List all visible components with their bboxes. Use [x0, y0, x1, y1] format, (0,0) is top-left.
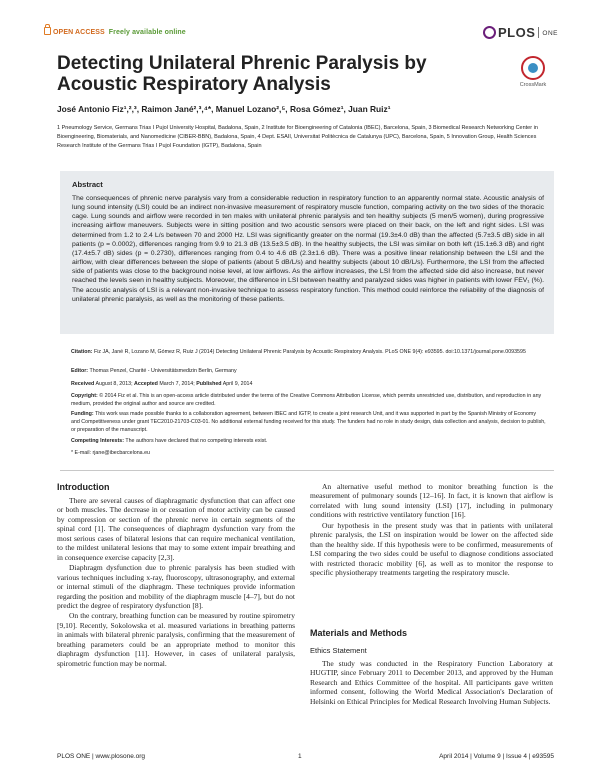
methods-heading: Materials and Methods — [310, 628, 408, 638]
open-lock-icon — [44, 27, 51, 35]
ethics-column — [310, 659, 553, 706]
crossmark-label: CrossMark — [519, 82, 547, 88]
right-paragraph-2: Our hypothesis in the present study was that in patients with unilateral phrenic paralysis, the LSI on inspiration would be lower on the affected side than the healthy side. If this hypothesis were to be confirmed, measurements of LSI comparing the two sides could be useful to diagnose conditions associated with restricted thoracic mobility [6], as well as to monitor the response to specific physiotherapy treatments targeting the respiratory muscle. — [310, 520, 553, 578]
copyright-text: © 2014 Fiz et al. This is an open-access article distributed under the terms of the Creative Commons Attribution License, which permits unrestricted use, distribution, and reproduction in any medium, provided the original author and source are credited. — [71, 393, 542, 408]
left-column — [57, 496, 295, 668]
affiliations: 1 Pneumology Service, Germans Trias I Pujol University Hospital, Badalona, Spain, 2 Institute for Bioengineering of Catalonia (IBEC), Barcelona, Spain, 3 Biomedical Research Networking Center in Bioengineering, Biomaterials, and Nanomedicine (CIBER-BBN), Badalona, Spain, 4 Dept. ESAII, Universitat Politècnica de Catalunya (UPC), Barcelona, Spain, 5 Innovation Group, Health Sciences Research Institute of the Germans Trias I Pujol Foundation (IGTP), Badalona, Spain — [57, 125, 538, 149]
copyright-line — [71, 392, 546, 408]
received-date: August 8, 2013; — [95, 381, 133, 387]
footer-page-number: 1 — [298, 753, 302, 760]
journal-logo — [483, 24, 558, 42]
open-access-label: OPEN ACCESS — [53, 29, 105, 36]
editor-line — [71, 367, 546, 375]
introduction-heading: Introduction — [57, 482, 110, 492]
editor-label: Editor: — [71, 368, 89, 374]
intro-paragraph-3: On the contrary, breathing function can be measured by routine spirometry [9,10]. Recently, Sokolowska et al. measured variations in breathing patterns in animals with bilateral phrenic paralysis, confirming that the measurement of breathing parameters could be an appropriate method to monitor this diaphragm dysfunction [11]. However, in cases of unilateral paralysis, spirometric function may be normal. — [57, 611, 295, 668]
article-title: Detecting Unilateral Phrenic Paralysis by Acoustic Respiratory Analysis — [57, 53, 427, 95]
published-date: April 9, 2014 — [222, 381, 253, 387]
logo-divider — [538, 27, 539, 38]
published-label: Published — [196, 381, 222, 387]
editor-text: Thomas Penzel, Charité - Universitätsmedizin Berlin, Germany — [89, 368, 237, 374]
crossmark-icon — [521, 56, 545, 80]
abstract-box — [60, 171, 554, 334]
footer-issue: April 2014 | Volume 9 | Issue 4 | e93595 — [439, 753, 554, 760]
copyright-label: Copyright: — [71, 393, 98, 399]
ethics-paragraph: The study was conducted in the Respiratory Function Laboratory at HUGTIP, since February 2011 to December 2013, and approved by the Human Research and Ethics Committee of the hospital. All participants gave written informed consent, following the World Medical Association's Declaration of Helsinki on Ethical Principles for Medical Research Involving Human Subjects. — [310, 659, 553, 706]
abstract-heading: Abstract — [72, 180, 103, 189]
intro-paragraph-1: There are several causes of diaphragmatic dysfunction that can affect one or both muscles. The decrease in or cessation of motor activity can be caused by compression or section of the phrenic nerve in certain segments of the spinal cord [1]. The consequences of diaphragm dysfunction vary from the most serious cases of bilateral lesions that can require mechanical ventilation, to the mildest unilateral lesions that may to some extent impair breathing and in consequence exercise capacity [2,3]. — [57, 496, 295, 562]
citation-line — [71, 348, 546, 356]
citation-text: Fiz JA, Jané R, Lozano M, Gómez R, Ruiz J (2014) Detecting Unilateral Phrenic Paralysis by Acoustic Respiratory Analysis. PLoS ONE 9(4): e93595. doi:10.1371/journal.pone.0093595 — [93, 349, 526, 355]
section-divider — [60, 470, 554, 471]
intro-paragraph-2: Diaphragm dysfunction due to phrenic paralysis has been studied with various techniques including x-ray, fluoroscopy, ultrasonography, and external or internal stimuli of the diaphragm. These techniques provide information regarding the position and mobility of the diaphragm muscle [4–7], but do not predict the degree of respiratory dysfunction [8]. — [57, 563, 295, 610]
competing-interests-line — [71, 437, 546, 445]
accepted-date: March 7, 2014; — [159, 381, 195, 387]
footer-journal: PLOS ONE | www.plosone.org — [57, 753, 146, 760]
open-access-banner — [44, 27, 186, 36]
right-column — [310, 482, 553, 578]
abstract-text: The consequences of phrenic nerve paralysis vary from a considerable reduction in respiratory function to an apparently normal state. Acoustic analysis of lung sound intensity (LSI) could be an indirect non-invasive measurement of respiratory muscle function, comparing activity on the two sides of the thoracic cage. Lung sounds and airflow were recorded in ten males with unilateral phrenic paralysis and ten healthy subjects (5 men/5 women), during progressive increasing airflow maneuvers. Subjects were in sitting position and two acoustic sensors were placed on their back, on the left and right sides. LSI was determined from 1.2 to 2.4 L/s between 70 and 2000 Hz. LSI was significantly greater on the normal (19.3±4.0 dB) than the affected (5.7±3.5 dB) side in all patients (p = 0.0002), differences ranging from 9.9 to 21.3 dB (13.5±3.5 dB). In the healthy subjects, the LSI was similar on both left (15.1±6.3 dB) and right (17.4±5.7 dB) sides (p = 0.2730), differences ranging from 0.4 to 4.6 dB (2.3±1.6 dB). There was a positive linear relationship between the LSI and the airflow, with clear differences between the slope of patients (about 5 dB/L/s) and healthy subjects (about 10 dB/L/s). Furthermore, the LSI from the affected side of patients was close to the background noise level, at low airflows. As the airflow increases, the LSI from the affected side did also increase, but never reached the levels seen in healthy subjects. Moreover, the difference in LSI between healthy and paralyzed sides was higher in patients with lower FEV₁ (%). The acoustic analysis of LSI is a relevant non-invasive technique to assess respiratory function. This method could reinforce the reliability of the diagnosis of unilateral phrenic paralysis, as well as the monitoring of these patients. — [72, 195, 544, 303]
author-list: José Antonio Fiz¹,²,³, Raimon Jané²,³,⁴*, Manuel Lozano²,⁵, Rosa Gómez¹, Juan Ruiz¹ — [57, 104, 391, 114]
funding-text: This work was made possible thanks to a collaboration agreement, between IBEC and IGTP, to create a joint research Unit, and it was supported in part by the Spanish Ministry of Economy and Competitiveness under grant TEC2010-21703-C03-01. No additional external funding received for this study. The funders had no role in study design, data collection and analysis, decision to publish, or preparation of the manuscript. — [71, 411, 546, 434]
competing-label: Competing Interests: — [71, 438, 124, 444]
received-label: Received — [71, 381, 95, 387]
right-paragraph-1: An alternative useful method to monitor breathing function is the measurement of pulmonary sounds [12–16]. In fact, it is known that airflow is correlated with lung sound intensity (LSI) [17], including in pulmonary conditions with restrictive ventilatory function [16]. — [310, 482, 553, 520]
crossmark-badge[interactable] — [513, 56, 553, 88]
ethics-heading: Ethics Statement — [310, 646, 367, 655]
journal-logo-text: PLOS — [498, 25, 536, 40]
journal-logo-sub: ONE — [542, 30, 558, 37]
email-line[interactable] — [71, 449, 546, 457]
free-online-label: Freely available online — [108, 29, 186, 36]
funding-label: Funding: — [71, 411, 94, 417]
citation-label: Citation: — [71, 349, 93, 355]
accepted-label: Accepted — [134, 381, 158, 387]
corresponding-email[interactable]: * E-mail: rjane@ibecbarcelona.eu — [71, 450, 150, 456]
competing-text: The authors have declared that no competing interests exist. — [125, 438, 268, 444]
dates-line — [71, 380, 546, 388]
plos-logo-icon — [483, 26, 496, 39]
funding-line — [71, 410, 546, 435]
